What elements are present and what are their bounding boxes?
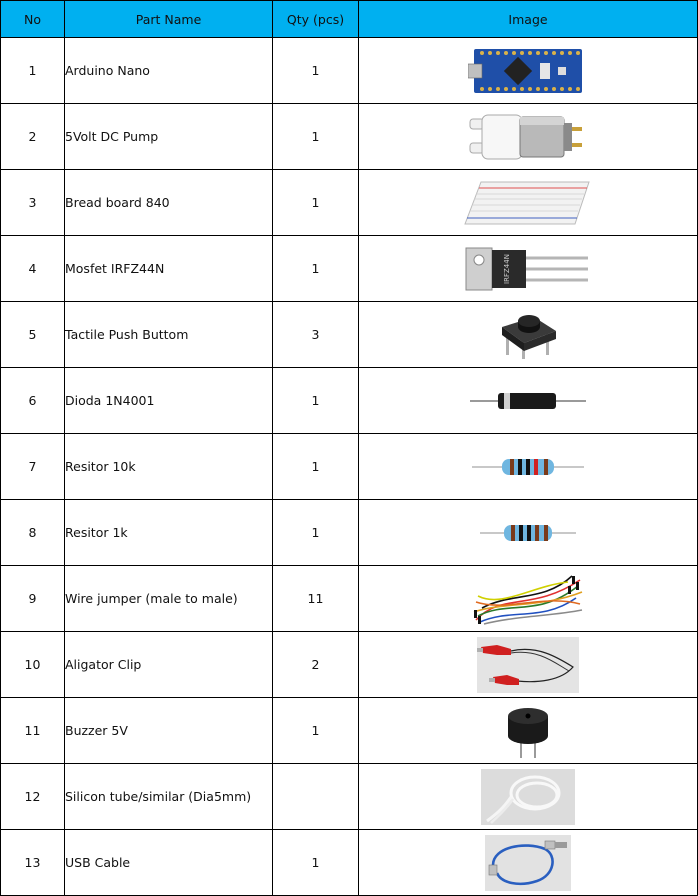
alligator-clip-icon <box>477 637 579 693</box>
part-image <box>359 368 698 434</box>
part-name: Bread board 840 <box>65 170 273 236</box>
table-row <box>1 830 698 896</box>
table-row <box>1 368 698 434</box>
table-row <box>1 764 698 830</box>
row-number: 8 <box>1 500 65 566</box>
row-number: 11 <box>1 698 65 764</box>
silicone-tube-icon <box>481 769 575 825</box>
table-row <box>1 236 698 302</box>
table-row <box>1 38 698 104</box>
part-image <box>359 236 698 302</box>
table-row <box>1 434 698 500</box>
row-number: 1 <box>1 38 65 104</box>
part-image <box>359 302 698 368</box>
part-name: Aligator Clip <box>65 632 273 698</box>
part-qty: 1 <box>273 38 359 104</box>
mosfet-label: IRFZ44N <box>503 253 511 284</box>
diode-icon <box>468 386 588 416</box>
part-qty: 2 <box>273 632 359 698</box>
part-name: Dioda 1N4001 <box>65 368 273 434</box>
part-name: Silicon tube/similar (Dia5mm) <box>65 764 273 830</box>
part-image <box>359 566 698 632</box>
part-image <box>359 764 698 830</box>
breadboard-icon <box>463 178 593 228</box>
row-number: 10 <box>1 632 65 698</box>
part-image <box>359 830 698 896</box>
part-name: Arduino Nano <box>65 38 273 104</box>
part-qty: 3 <box>273 302 359 368</box>
push-button-icon <box>496 307 560 363</box>
row-number: 13 <box>1 830 65 896</box>
part-qty: 1 <box>273 500 359 566</box>
table-row <box>1 698 698 764</box>
part-qty: 1 <box>273 236 359 302</box>
header-no: No <box>1 1 65 38</box>
row-number: 5 <box>1 302 65 368</box>
header-qty: Qty (pcs) <box>273 1 359 38</box>
part-name: USB Cable <box>65 830 273 896</box>
part-name: Mosfet IRFZ44N <box>65 236 273 302</box>
part-name: Tactile Push Buttom <box>65 302 273 368</box>
part-name: Buzzer 5V <box>65 698 273 764</box>
part-qty: 1 <box>273 830 359 896</box>
table-row <box>1 170 698 236</box>
part-image <box>359 104 698 170</box>
row-number: 9 <box>1 566 65 632</box>
row-number: 4 <box>1 236 65 302</box>
part-qty: 1 <box>273 368 359 434</box>
part-name: Resitor 10k <box>65 434 273 500</box>
table-row <box>1 566 698 632</box>
part-qty: 1 <box>273 170 359 236</box>
row-number: 6 <box>1 368 65 434</box>
table-row <box>1 632 698 698</box>
part-name: 5Volt DC Pump <box>65 104 273 170</box>
part-image <box>359 38 698 104</box>
resistor-icon <box>472 455 584 479</box>
dc-pump-icon <box>468 109 588 165</box>
row-number: 2 <box>1 104 65 170</box>
part-qty: 1 <box>273 104 359 170</box>
arduino-nano-icon <box>468 45 588 97</box>
part-image <box>359 632 698 698</box>
table-header-row <box>1 1 698 38</box>
part-image <box>359 434 698 500</box>
table-row <box>1 104 698 170</box>
part-image <box>359 698 698 764</box>
row-number: 3 <box>1 170 65 236</box>
mosfet-icon <box>464 244 592 294</box>
part-qty: 11 <box>273 566 359 632</box>
row-number: 12 <box>1 764 65 830</box>
header-image: Image <box>359 1 698 38</box>
row-number: 7 <box>1 434 65 500</box>
header-part-name: Part Name <box>65 1 273 38</box>
resistor-icon <box>480 521 576 545</box>
part-qty <box>273 764 359 830</box>
part-image <box>359 170 698 236</box>
usb-cable-icon <box>485 835 571 891</box>
table-row <box>1 302 698 368</box>
jumper-wires-icon <box>472 572 584 626</box>
table-row <box>1 500 698 566</box>
part-name: Wire jumper (male to male) <box>65 566 273 632</box>
part-image <box>359 500 698 566</box>
part-name: Resitor 1k <box>65 500 273 566</box>
part-qty: 1 <box>273 434 359 500</box>
part-qty: 1 <box>273 698 359 764</box>
buzzer-icon <box>504 702 552 760</box>
